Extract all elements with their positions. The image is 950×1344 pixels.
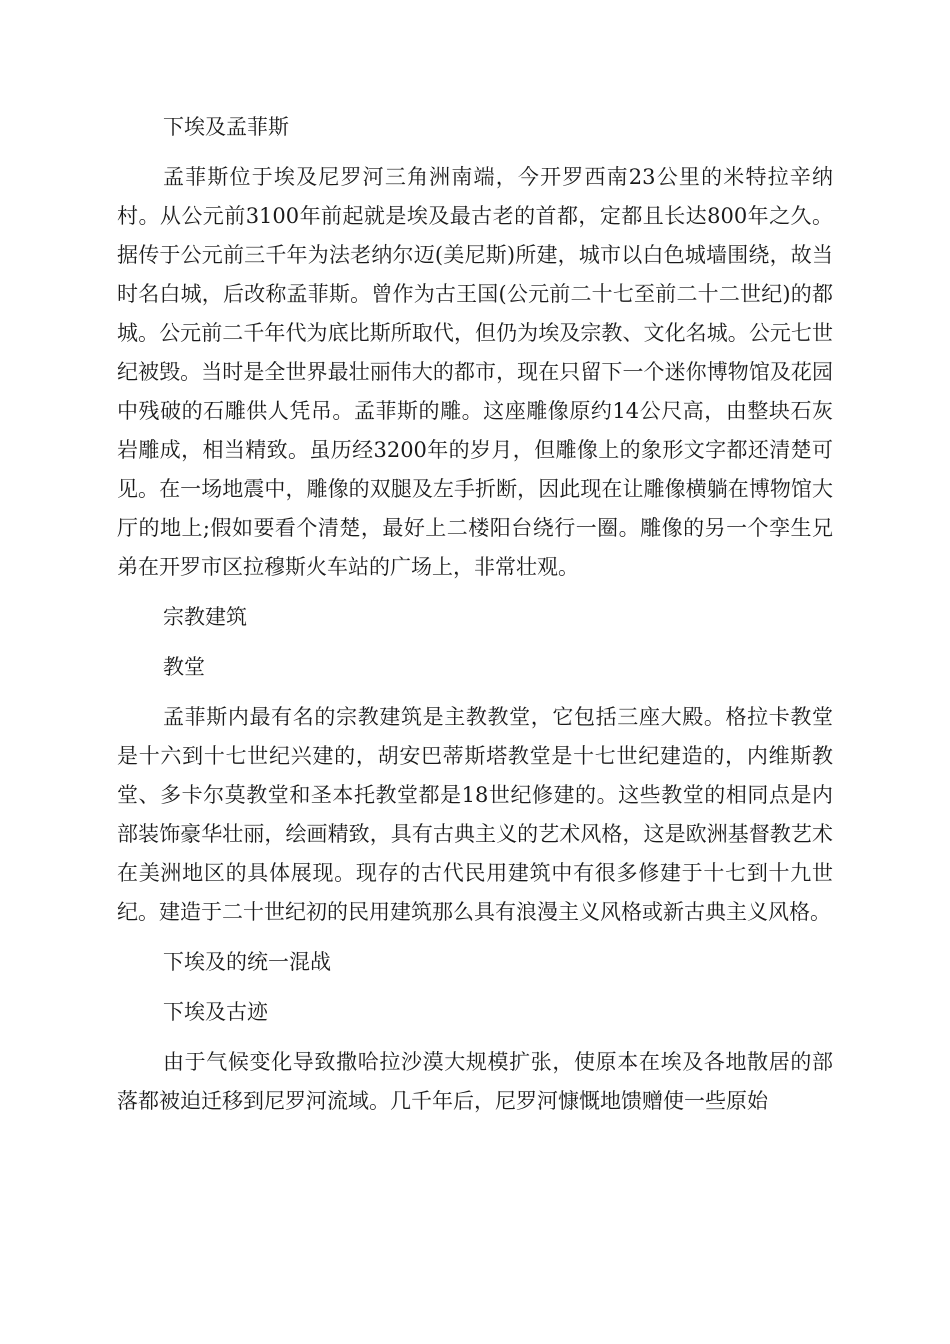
section-heading-unification-wars: 下埃及的统一混战 (163, 950, 331, 974)
paragraph-memphis: 孟菲斯位于埃及尼罗河三角洲南端，今开罗西南23公里的米特拉辛纳村。从公元前3100年前起就是埃及最古老的首都，定都且长达800年之久。据传于公元前三千年为法老纳尔迈(美尼斯)所建，城市以白色城墙围绕，故当时名白城，后改称孟菲斯。曾作为古王国(公元前二十七至前二十二世纪)的都城。公元前二千年代为底比斯所取代，但仍为埃及宗教、文化名城。公元七世纪被毁。当时是全世界最壮丽伟大的都市，现在只留下一个迷你博物馆及花园中残破的石雕供人凭吊。孟菲斯的雕。这座雕像原约14公尺高，由整块石灰岩雕成，相当精致。虽历经3200年的岁月，但雕像上的象形文字都还清楚可见。在一场地震中，雕像的双腿及左手折断，因此现在让雕像横躺在博物馆大厅的地上;假如要看个清楚，最好上二楼阳台绕行一圈。雕像的另一个孪生兄弟在开罗市区拉穆斯火车站的广场上，非常壮观。 (117, 165, 833, 579)
paragraph-churches: 孟菲斯内最有名的宗教建筑是主教教堂，它包括三座大殿。格拉卡教堂是十六到十七世纪兴建的，胡安巴蒂斯塔教堂是十七世纪建造的，内维斯教堂、多卡尔莫教堂和圣本托教堂都是18世纪修建的。这些教堂的相同点是内部装饰豪华壮丽，绘画精致，具有古典主义的艺术风格，这是欧洲基督教艺术在美洲地区的具体展现。现存的古代民用建筑中有很多修建于十七到十九世纪。建造于二十世纪初的民用建筑那么具有浪漫主义风格或新古典主义风格。 (117, 705, 833, 924)
section-heading-churches: 教堂 (163, 655, 205, 679)
section-heading-religious-architecture: 宗教建筑 (163, 605, 247, 629)
section-heading-monuments: 下埃及古迹 (163, 1000, 268, 1024)
section-heading-lower-egypt-memphis: 下埃及孟菲斯 (163, 115, 289, 139)
document-body (117, 108, 833, 1132)
paragraph-monuments: 由于气候变化导致撒哈拉沙漠大规模扩张，使原本在埃及各地散居的部落都被迫迁移到尼罗河流域。几千年后，尼罗河慷慨地馈赠使一些原始 (117, 1050, 833, 1113)
